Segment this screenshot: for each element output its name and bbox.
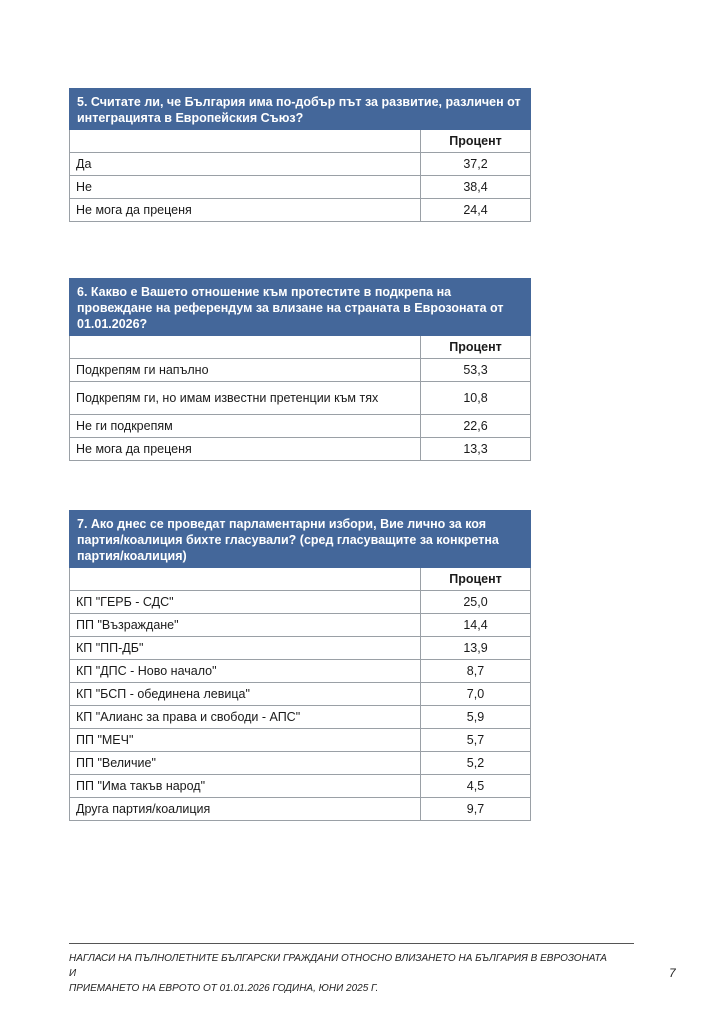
party-label: КП "ПП-ДБ": [70, 637, 421, 660]
question-5-title: 5. Считате ли, че България има по-добър път за развитие, различен от интеграцията в Европейския Съюз?: [70, 89, 531, 130]
party-percent: 7,0: [421, 683, 531, 706]
footer-line-2: ПРИЕМАНЕТО НА ЕВРОТО ОТ 01.01.2026 ГОДИНА, ЮНИ 2025 Г.: [69, 983, 379, 994]
answer-label: Не мога да преценя: [70, 199, 421, 222]
table-header-row: [70, 568, 531, 591]
party-label: КП "ГЕРБ - СДС": [70, 591, 421, 614]
footer-divider: [69, 943, 634, 944]
answer-label: Не ги подкрепям: [70, 415, 421, 438]
answer-percent: 53,3: [421, 359, 531, 382]
footer-report-title: [69, 951, 609, 996]
table-header-row: [70, 336, 531, 359]
percent-column-header: Процент: [421, 568, 531, 591]
party-label: ПП "Има такъв народ": [70, 775, 421, 798]
table-row: [70, 415, 531, 438]
party-label: КП "БСП - обединена левица": [70, 683, 421, 706]
answer-label: Не: [70, 176, 421, 199]
table-row: [70, 683, 531, 706]
percent-column-header: Процент: [421, 336, 531, 359]
table-row: [70, 706, 531, 729]
question-6-table: [69, 278, 531, 461]
empty-header-cell: [70, 130, 421, 153]
answer-percent: 13,3: [421, 438, 531, 461]
party-label: КП "ДПС - Ново начало": [70, 660, 421, 683]
empty-header-cell: [70, 336, 421, 359]
party-percent: 25,0: [421, 591, 531, 614]
footer-line-1: НАГЛАСИ НА ПЪЛНОЛЕТНИТЕ БЪЛГАРСКИ ГРАЖДАНИ ОТНОСНО ВЛИЗАНЕТО НА БЪЛГАРИЯ В ЕВРОЗОНАТА И: [69, 953, 607, 979]
party-percent: 5,9: [421, 706, 531, 729]
party-label: Друга партия/коалиция: [70, 798, 421, 821]
answer-label: Подкрепям ги напълно: [70, 359, 421, 382]
question-6-title: 6. Какво е Вашето отношение към протестите в подкрепа на провеждане на референдум за влизане на страната в Еврозоната от 01.01.2026?: [70, 279, 531, 336]
party-label: КП "Алианс за права и свободи - АПС": [70, 706, 421, 729]
answer-percent: 22,6: [421, 415, 531, 438]
answer-label: Подкрепям ги, но имам известни претенции към тях: [70, 382, 421, 415]
answer-label: Да: [70, 153, 421, 176]
answer-percent: 24,4: [421, 199, 531, 222]
table-row: [70, 614, 531, 637]
table-row: [70, 637, 531, 660]
table-row: [70, 752, 531, 775]
table-row: [70, 798, 531, 821]
party-percent: 9,7: [421, 798, 531, 821]
table-row: [70, 153, 531, 176]
party-percent: 5,7: [421, 729, 531, 752]
party-percent: 8,7: [421, 660, 531, 683]
table-row: [70, 199, 531, 222]
table-row: [70, 438, 531, 461]
party-label: ПП "МЕЧ": [70, 729, 421, 752]
table-row: [70, 591, 531, 614]
answer-percent: 10,8: [421, 382, 531, 415]
table-row: [70, 359, 531, 382]
table-header-row: [70, 130, 531, 153]
percent-column-header: Процент: [421, 130, 531, 153]
answer-percent: 38,4: [421, 176, 531, 199]
answer-label: Не мога да преценя: [70, 438, 421, 461]
party-percent: 14,4: [421, 614, 531, 637]
party-percent: 5,2: [421, 752, 531, 775]
party-label: ПП "Величие": [70, 752, 421, 775]
party-label: ПП "Възраждане": [70, 614, 421, 637]
page-number: 7: [669, 966, 676, 980]
question-7-title: 7. Ако днес се проведат парламентарни избори, Вие лично за коя партия/коалиция бихте гласували? (сред гласуващите за конкретна партия/коалиция): [70, 511, 531, 568]
party-percent: 4,5: [421, 775, 531, 798]
table-row: [70, 176, 531, 199]
table-row: [70, 382, 531, 415]
answer-percent: 37,2: [421, 153, 531, 176]
party-percent: 13,9: [421, 637, 531, 660]
empty-header-cell: [70, 568, 421, 591]
question-5-table: [69, 88, 531, 222]
table-row: [70, 775, 531, 798]
table-row: [70, 729, 531, 752]
question-7-table: [69, 510, 531, 821]
table-row: [70, 660, 531, 683]
